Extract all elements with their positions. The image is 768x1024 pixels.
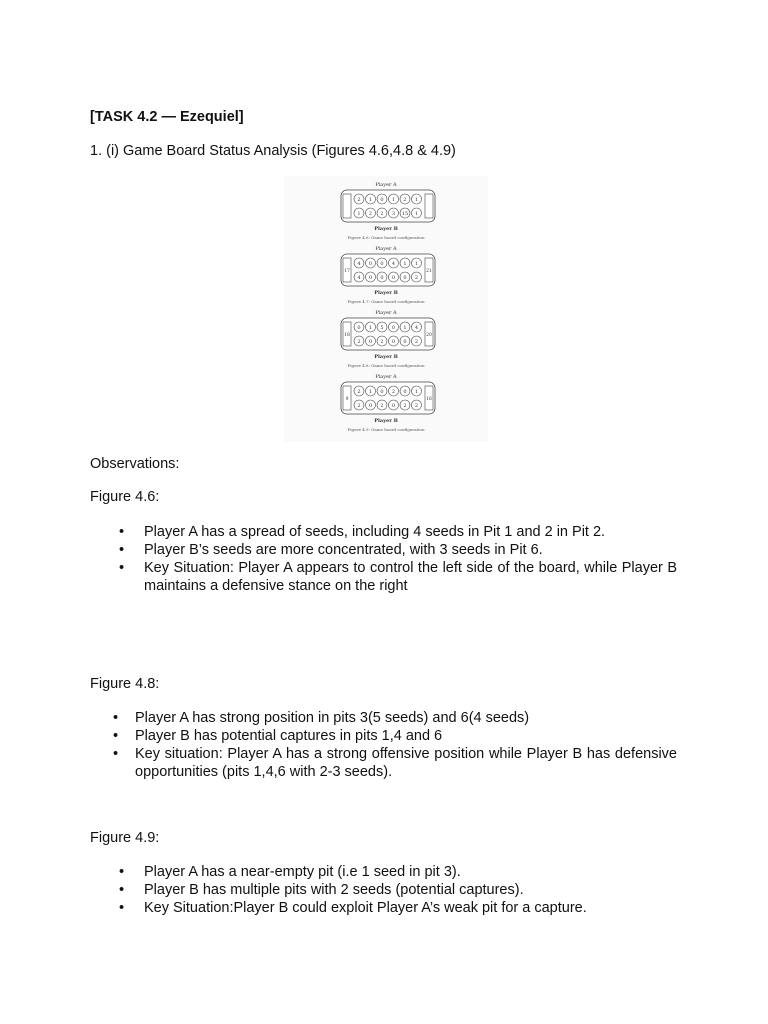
- board-caption: Figure 4.8: Game board configuration: [347, 363, 425, 368]
- pit-seed-count: 0: [380, 260, 384, 267]
- board-top-label: Player A: [375, 310, 397, 316]
- pit-seed-count: 1: [414, 388, 419, 395]
- pit-seed-count: 1: [368, 196, 373, 203]
- pit-seed-count: 2: [380, 210, 384, 217]
- pit-seed-count: 1: [368, 324, 373, 331]
- bullet-text: Player A has a near-empty pit (i.e 1 seed in pit 3).: [144, 864, 461, 880]
- pit-seed-count: 0: [368, 402, 373, 409]
- left-store: [343, 194, 351, 218]
- game-board-3: [341, 310, 435, 368]
- pit-seed-count: 0: [403, 338, 407, 345]
- pit-seed-count: 2: [414, 402, 419, 409]
- pit-seed-count: 0: [391, 324, 396, 331]
- pit-seed-count: 2: [357, 388, 361, 395]
- pit-seed-count: 4: [357, 260, 361, 267]
- right-store-count: 20: [426, 333, 432, 338]
- pit-seed-count: 1: [357, 210, 361, 217]
- pit-seed-count: 0: [403, 274, 407, 281]
- bullet-item: [113, 727, 677, 745]
- observations-label: Observations:: [90, 456, 180, 472]
- board-outline: [341, 318, 435, 350]
- pit-seed-count: 0: [403, 388, 407, 395]
- game-board-1: [341, 182, 435, 240]
- pit-seed-count: 0: [380, 196, 384, 203]
- board-caption: Figure 4.6: Game board configuration: [347, 235, 425, 240]
- pit-seed-count: 0: [368, 338, 373, 345]
- figure-4-6-heading: Figure 4.6:: [90, 489, 160, 505]
- pit-seed-count: 0: [391, 274, 396, 281]
- bullet-text: Player B has multiple pits with 2 seeds (potential captures).: [144, 882, 524, 898]
- pit-seed-count: 1: [414, 210, 419, 217]
- pit-seed-count: 15: [401, 210, 409, 217]
- pit-seed-count: 2: [391, 388, 396, 395]
- bullet-item: [119, 559, 677, 595]
- figure-4-6-bullet-list: [119, 523, 677, 595]
- right-store-count: 16: [426, 397, 432, 402]
- right-store-count: 21: [426, 269, 432, 274]
- bullet-icon: •: [119, 900, 125, 916]
- bullet-item: [119, 523, 677, 541]
- left-store-count: 9: [345, 397, 349, 402]
- pit-seed-count: 2: [403, 402, 407, 409]
- pit-seed-count: 3: [391, 210, 396, 217]
- board-bottom-label: Player B: [374, 354, 398, 360]
- pit-seed-count: 2: [380, 338, 384, 345]
- board-top-label: Player A: [375, 246, 397, 252]
- game-board-4: [341, 374, 435, 432]
- pit-seed-count: 0: [380, 388, 384, 395]
- pit-seed-count: 2: [414, 338, 419, 345]
- bullet-text: Key Situation:Player B could exploit Player A’s weak pit for a capture.: [144, 900, 587, 916]
- game-board-figures-image: [284, 176, 488, 442]
- figure-4-8-bullet-list: [113, 709, 677, 781]
- pit-seed-count: 2: [357, 402, 361, 409]
- pit-seed-count: 2: [403, 196, 407, 203]
- game-board-2: [341, 246, 435, 304]
- pit-seed-count: 1: [403, 324, 407, 331]
- pit-seed-count: 0: [380, 274, 384, 281]
- bullet-item: [113, 745, 677, 781]
- pit-seed-count: 1: [414, 260, 419, 267]
- bullet-text: Player A has a spread of seeds, including 4 seeds in Pit 1 and 2 in Pit 2.: [144, 524, 606, 540]
- pit-seed-count: 1: [368, 388, 373, 395]
- pit-seed-count: 0: [368, 260, 373, 267]
- bullet-icon: •: [113, 710, 119, 726]
- bullet-icon: •: [119, 560, 125, 576]
- figure-4-8-heading: Figure 4.8:: [90, 676, 160, 692]
- bullet-icon: •: [113, 746, 119, 762]
- pit-seed-count: 1: [403, 260, 407, 267]
- bullet-text: Player B’s seeds are more concentrated, with 3 seeds in Pit 6.: [144, 542, 543, 558]
- bullet-icon: •: [119, 524, 125, 540]
- pit-seed-count: 4: [391, 260, 396, 267]
- board-caption: Figure 4.9: Game board configuration: [347, 427, 425, 432]
- bullet-item: [119, 899, 677, 917]
- board-caption: Figure 4.7: Game board configuration: [347, 299, 425, 304]
- bullet-text: Key Situation: Player A appears to control the left side of the board, while Player B maintains a defensive stance on the right: [144, 560, 677, 594]
- bullet-icon: •: [113, 728, 119, 744]
- figure-4-9-bullet-list: [119, 863, 677, 917]
- pit-seed-count: 0: [357, 324, 361, 331]
- board-bottom-label: Player B: [374, 226, 398, 232]
- left-store-count: 17: [344, 269, 350, 274]
- pit-seed-count: 0: [368, 274, 373, 281]
- bullet-item: [119, 863, 677, 881]
- bullet-item: [113, 709, 677, 727]
- bullet-item: [119, 541, 677, 559]
- bullet-text: Key situation: Player A has a strong offensive position while Player B has defensive opportunities (pits 1,4,6 with 2-3 seeds).: [135, 746, 677, 780]
- pit-seed-count: 2: [414, 274, 419, 281]
- board-top-label: Player A: [375, 182, 397, 188]
- pit-seed-count: 4: [357, 274, 361, 281]
- bullet-text: Player B has potential captures in pits 1,4 and 6: [135, 728, 443, 744]
- pit-seed-count: 5: [380, 324, 384, 331]
- board-outline: [341, 382, 435, 414]
- board-bottom-label: Player B: [374, 290, 398, 296]
- pit-seed-count: 2: [368, 210, 373, 217]
- pit-seed-count: 2: [357, 196, 361, 203]
- pit-seed-count: 1: [414, 196, 419, 203]
- bullet-text: Player A has strong position in pits 3(5 seeds) and 6(4 seeds): [135, 710, 530, 726]
- pit-seed-count: 1: [391, 196, 396, 203]
- pit-seed-count: 4: [414, 324, 419, 331]
- bullet-icon: •: [119, 542, 125, 558]
- document-title: [TASK 4.2 — Ezequiel]: [90, 109, 244, 125]
- figure-4-9-heading: Figure 4.9:: [90, 830, 160, 846]
- section-subtitle: 1. (i) Game Board Status Analysis (Figures 4.6,4.8 & 4.9): [90, 143, 456, 159]
- pit-seed-count: 2: [380, 402, 384, 409]
- board-bottom-label: Player B: [374, 418, 398, 424]
- pit-seed-count: 0: [391, 338, 396, 345]
- bullet-icon: •: [119, 864, 125, 880]
- game-boards-illustration: [284, 176, 488, 442]
- board-outline: [341, 254, 435, 286]
- bullet-icon: •: [119, 882, 125, 898]
- right-store: [425, 194, 433, 218]
- left-store-count: 18: [344, 333, 350, 338]
- pit-seed-count: 2: [357, 338, 361, 345]
- bullet-item: [119, 881, 677, 899]
- board-top-label: Player A: [375, 374, 397, 380]
- pit-seed-count: 0: [391, 402, 396, 409]
- board-outline: [341, 190, 435, 222]
